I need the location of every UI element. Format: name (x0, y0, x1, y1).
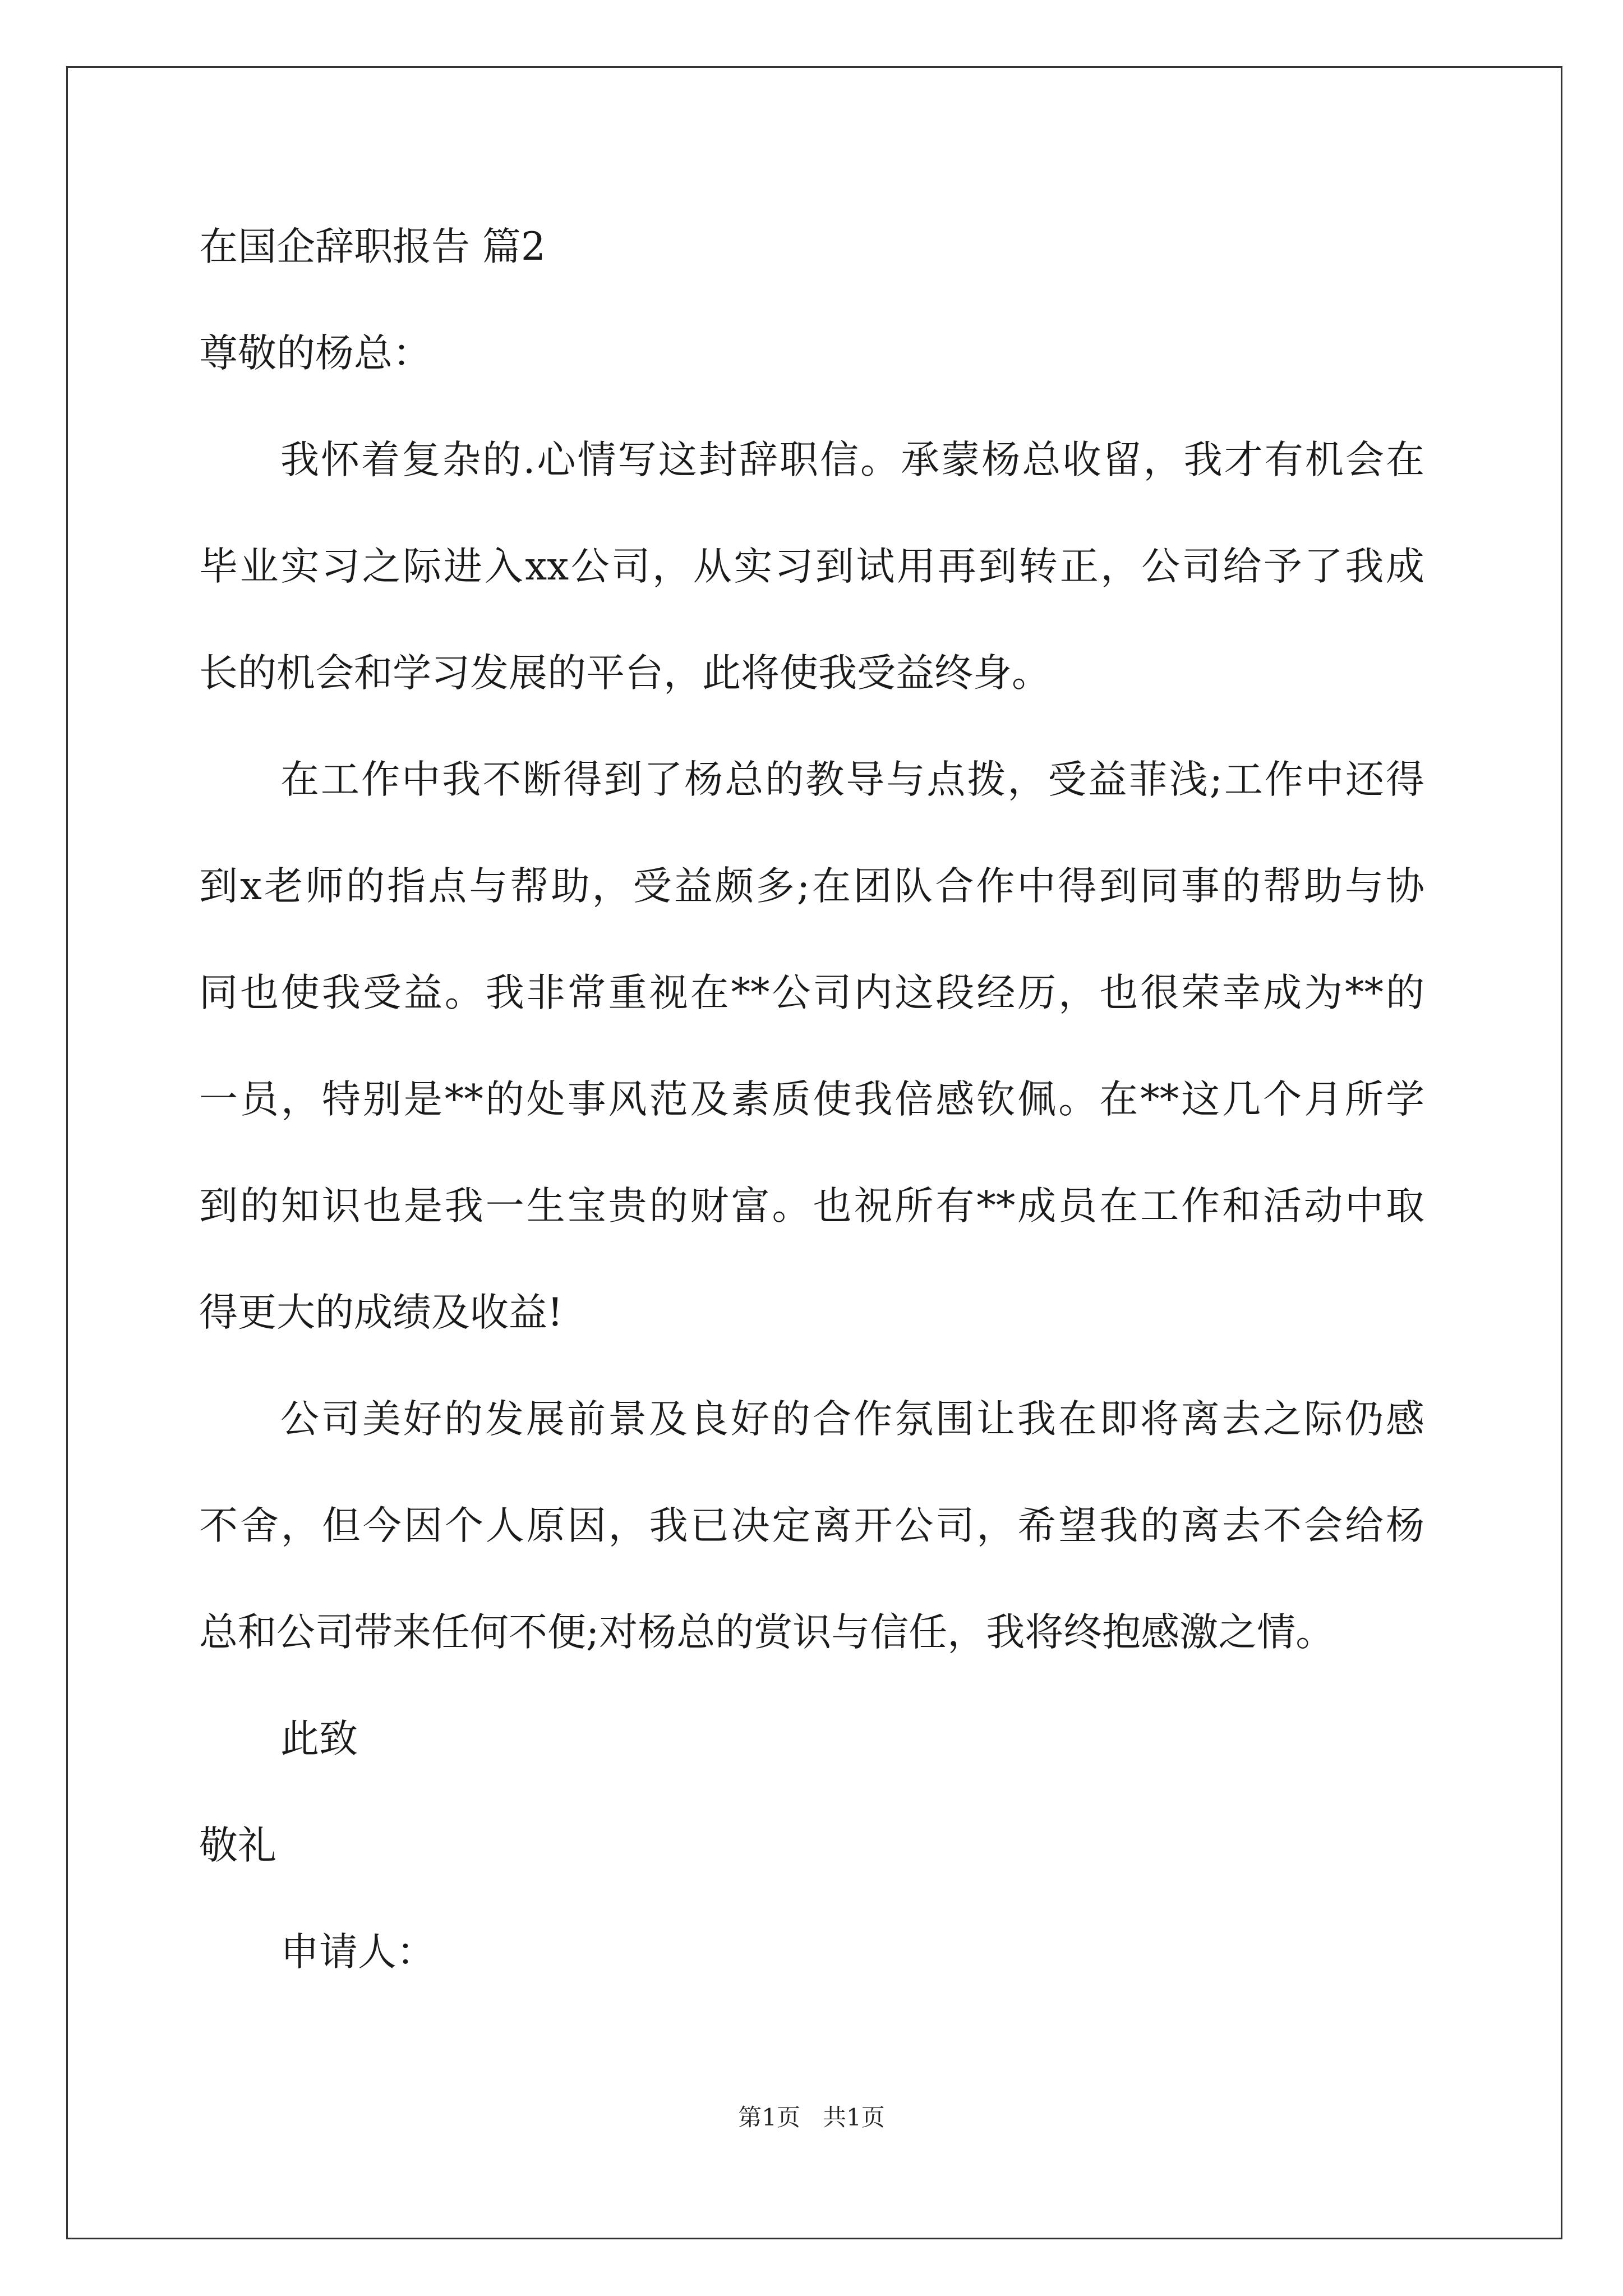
paragraph-2-line-6: 得更大的成绩及收益! (199, 1290, 563, 1335)
closing-ci-zhi: 此致 (280, 1717, 358, 1761)
paragraph-1-line-2: 毕业实习之际进入xx公司，从实习到试用再到转正，公司给予了我成 (199, 544, 1424, 589)
paragraph-2-line-3: 同也使我受益。我非常重视在**公司内这段经历，也很荣幸成为**的 (199, 970, 1424, 1015)
paragraph-2-line-1: 在工作中我不断得到了杨总的教导与点拨，受益菲浅;工作中还得 (280, 757, 1424, 802)
applicant-label: 申请人： (280, 1930, 435, 1975)
salutation: 尊敬的杨总： (199, 331, 431, 376)
paragraph-1-line-3: 长的机会和学习发展的平台，此将使我受益终身。 (199, 651, 1050, 696)
page-border (66, 66, 1562, 2239)
closing-jing-li: 敬礼 (199, 1823, 276, 1868)
paragraph-1-line-1: 我怀着复杂的.心情写这封辞职信。承蒙杨总收留，我才有机会在 (280, 438, 1424, 482)
paragraph-3-line-2: 不舍，但今因个人原因，我已决定离开公司，希望我的离去不会给杨 (199, 1503, 1424, 1548)
paragraph-2-line-2: 到x老师的指点与帮助，受益颇多;在团队合作中得到同事的帮助与协 (199, 864, 1424, 909)
page-footer: 第1页 共1页 (738, 2104, 885, 2131)
paragraph-3-line-3: 总和公司带来任何不便;对杨总的赏识与信任，我将终抱感激之情。 (199, 1610, 1335, 1655)
paragraph-3-line-1: 公司美好的发展前景及良好的合作氛围让我在即将离去之际仍感 (280, 1397, 1424, 1442)
document-title: 在国企辞职报告 篇2 (199, 224, 546, 269)
paragraph-2-line-5: 到的知识也是我一生宝贵的财富。也祝所有**成员在工作和活动中取 (199, 1184, 1424, 1228)
paragraph-2-line-4: 一员，特别是**的处事风范及素质使我倍感钦佩。在**这几个月所学 (199, 1077, 1424, 1122)
